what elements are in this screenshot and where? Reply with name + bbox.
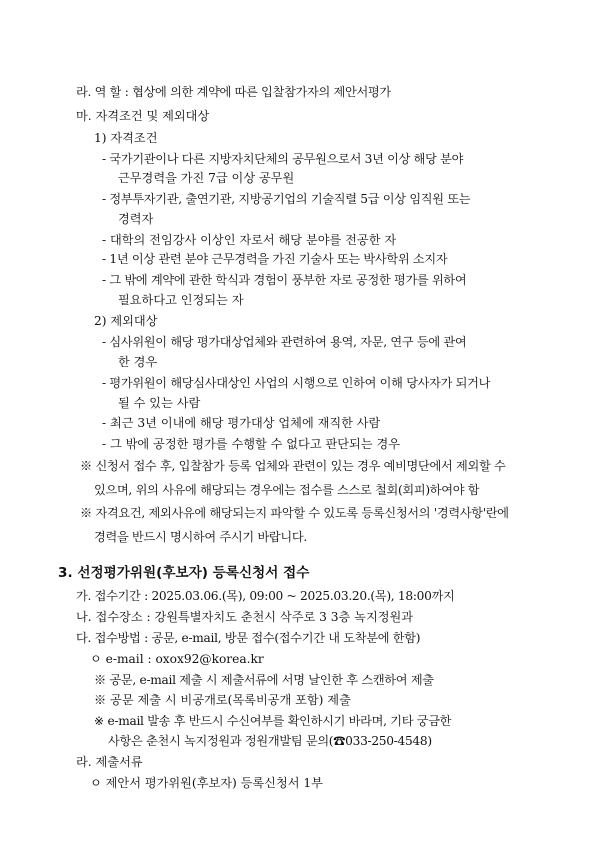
exclusion-item-4: - 그 밖에 공정한 평가를 수행할 수 없다고 판단되는 경우 [102, 437, 400, 451]
qualification-item-1-cont: 근무경력을 가진 7급 이상 공무원 [118, 171, 295, 185]
qualification-item-4: - 1년 이상 관련 분야 근무경력을 가진 기술사 또는 박사학위 소지자 [102, 252, 448, 266]
qualification-item-2: - 정부투자기관, 출연기관, 지방공기업의 기술직렬 5급 이상 임직원 또는 [102, 192, 471, 206]
qualification-item-1: - 국가기관이나 다른 지방자치단체의 공무원으로서 3년 이상 해당 분야 [102, 152, 464, 166]
method-line: 다. 접수방법 : 공문, e-mail, 방문 접수(접수기간 내 도착분에 한함) [76, 631, 421, 645]
email-line: ㅇ e-mail : oxox92@korea.kr [90, 652, 264, 666]
exclusion-subheading: 2) 제외대상 [94, 314, 158, 328]
qualification-item-3: - 대학의 전임강사 이상인 자로서 해당 분야를 전공한 자 [102, 233, 397, 247]
period-line: 가. 접수기간 : 2025.03.06.(목), 09:00 ~ 2025.03.20.(목), 18:00까지 [76, 589, 455, 603]
place-line: 나. 접수장소 : 강원특별자치도 춘천시 삭주로 3 3층 녹지정원과 [76, 610, 414, 624]
exclusion-item-2-cont: 될 수 있는 사람 [118, 396, 201, 410]
section-3-heading: 3. 선정평가위원(후보자) 등록신청서 접수 [58, 565, 310, 581]
exclusion-item-1: - 심사위원이 해당 평가대상업체와 관련하여 용역, 자문, 연구 등에 관여 [102, 335, 467, 349]
method-note-2: ※ 공문 제출 시 비공개로(목록비공개 포함) 제출 [94, 693, 351, 707]
qualification-item-2-cont: 경력자 [118, 212, 154, 226]
qualification-subheading: 1) 자격조건 [94, 131, 158, 145]
note-1: ※ 신청서 접수 후, 입찰참가 등록 업체와 관련이 있는 경우 예비명단에서 제외할 수 [80, 459, 506, 473]
documents-item: ㅇ 제안서 평가위원(후보자) 등록신청서 1부 [90, 776, 323, 790]
qualification-item-5-cont: 필요하다고 인정되는 자 [118, 293, 244, 307]
method-note-3-cont: 사항은 춘천시 녹지정원과 정원개발팀 문의(☎033-250-4548) [108, 734, 432, 748]
documents-heading: 라. 제출서류 [76, 755, 143, 769]
qualification-heading: 마. 자격조건 및 제외대상 [76, 109, 210, 123]
qualification-item-5: - 그 밖에 계약에 관한 학식과 경험이 풍부한 자로 공정한 평가를 위하여 [102, 273, 467, 287]
note-2: ※ 자격요건, 제외사유에 해당되는지 파악할 수 있도록 등록신청서의 '경력사항'란에 [80, 506, 509, 520]
exclusion-item-2: - 평가위원이 해당심사대상인 사업의 시행으로 인하여 이해 당사자가 되거나 [102, 376, 491, 390]
method-note-3: ※ e-mail 발송 후 반드시 수신여부를 확인하시기 바라며, 기타 궁금한 [94, 714, 452, 728]
method-note-1: ※ 공문, e-mail 제출 시 제출서류에 서명 날인한 후 스캔하여 제출 [94, 673, 434, 687]
exclusion-item-1-cont: 한 경우 [118, 355, 158, 369]
note-1-cont: 있으며, 위의 사유에 해당되는 경우에는 접수를 스스로 철회(회피)하여야 함 [94, 483, 480, 497]
exclusion-item-3: - 최근 3년 이내에 해당 평가대상 업체에 재직한 사람 [102, 416, 381, 430]
note-2-cont: 경력을 반드시 명시하여 주시기 바랍니다. [94, 530, 307, 544]
role-line: 라. 역 할 : 협상에 의한 계약에 따른 입찰참가자의 제안서평가 [76, 85, 391, 99]
